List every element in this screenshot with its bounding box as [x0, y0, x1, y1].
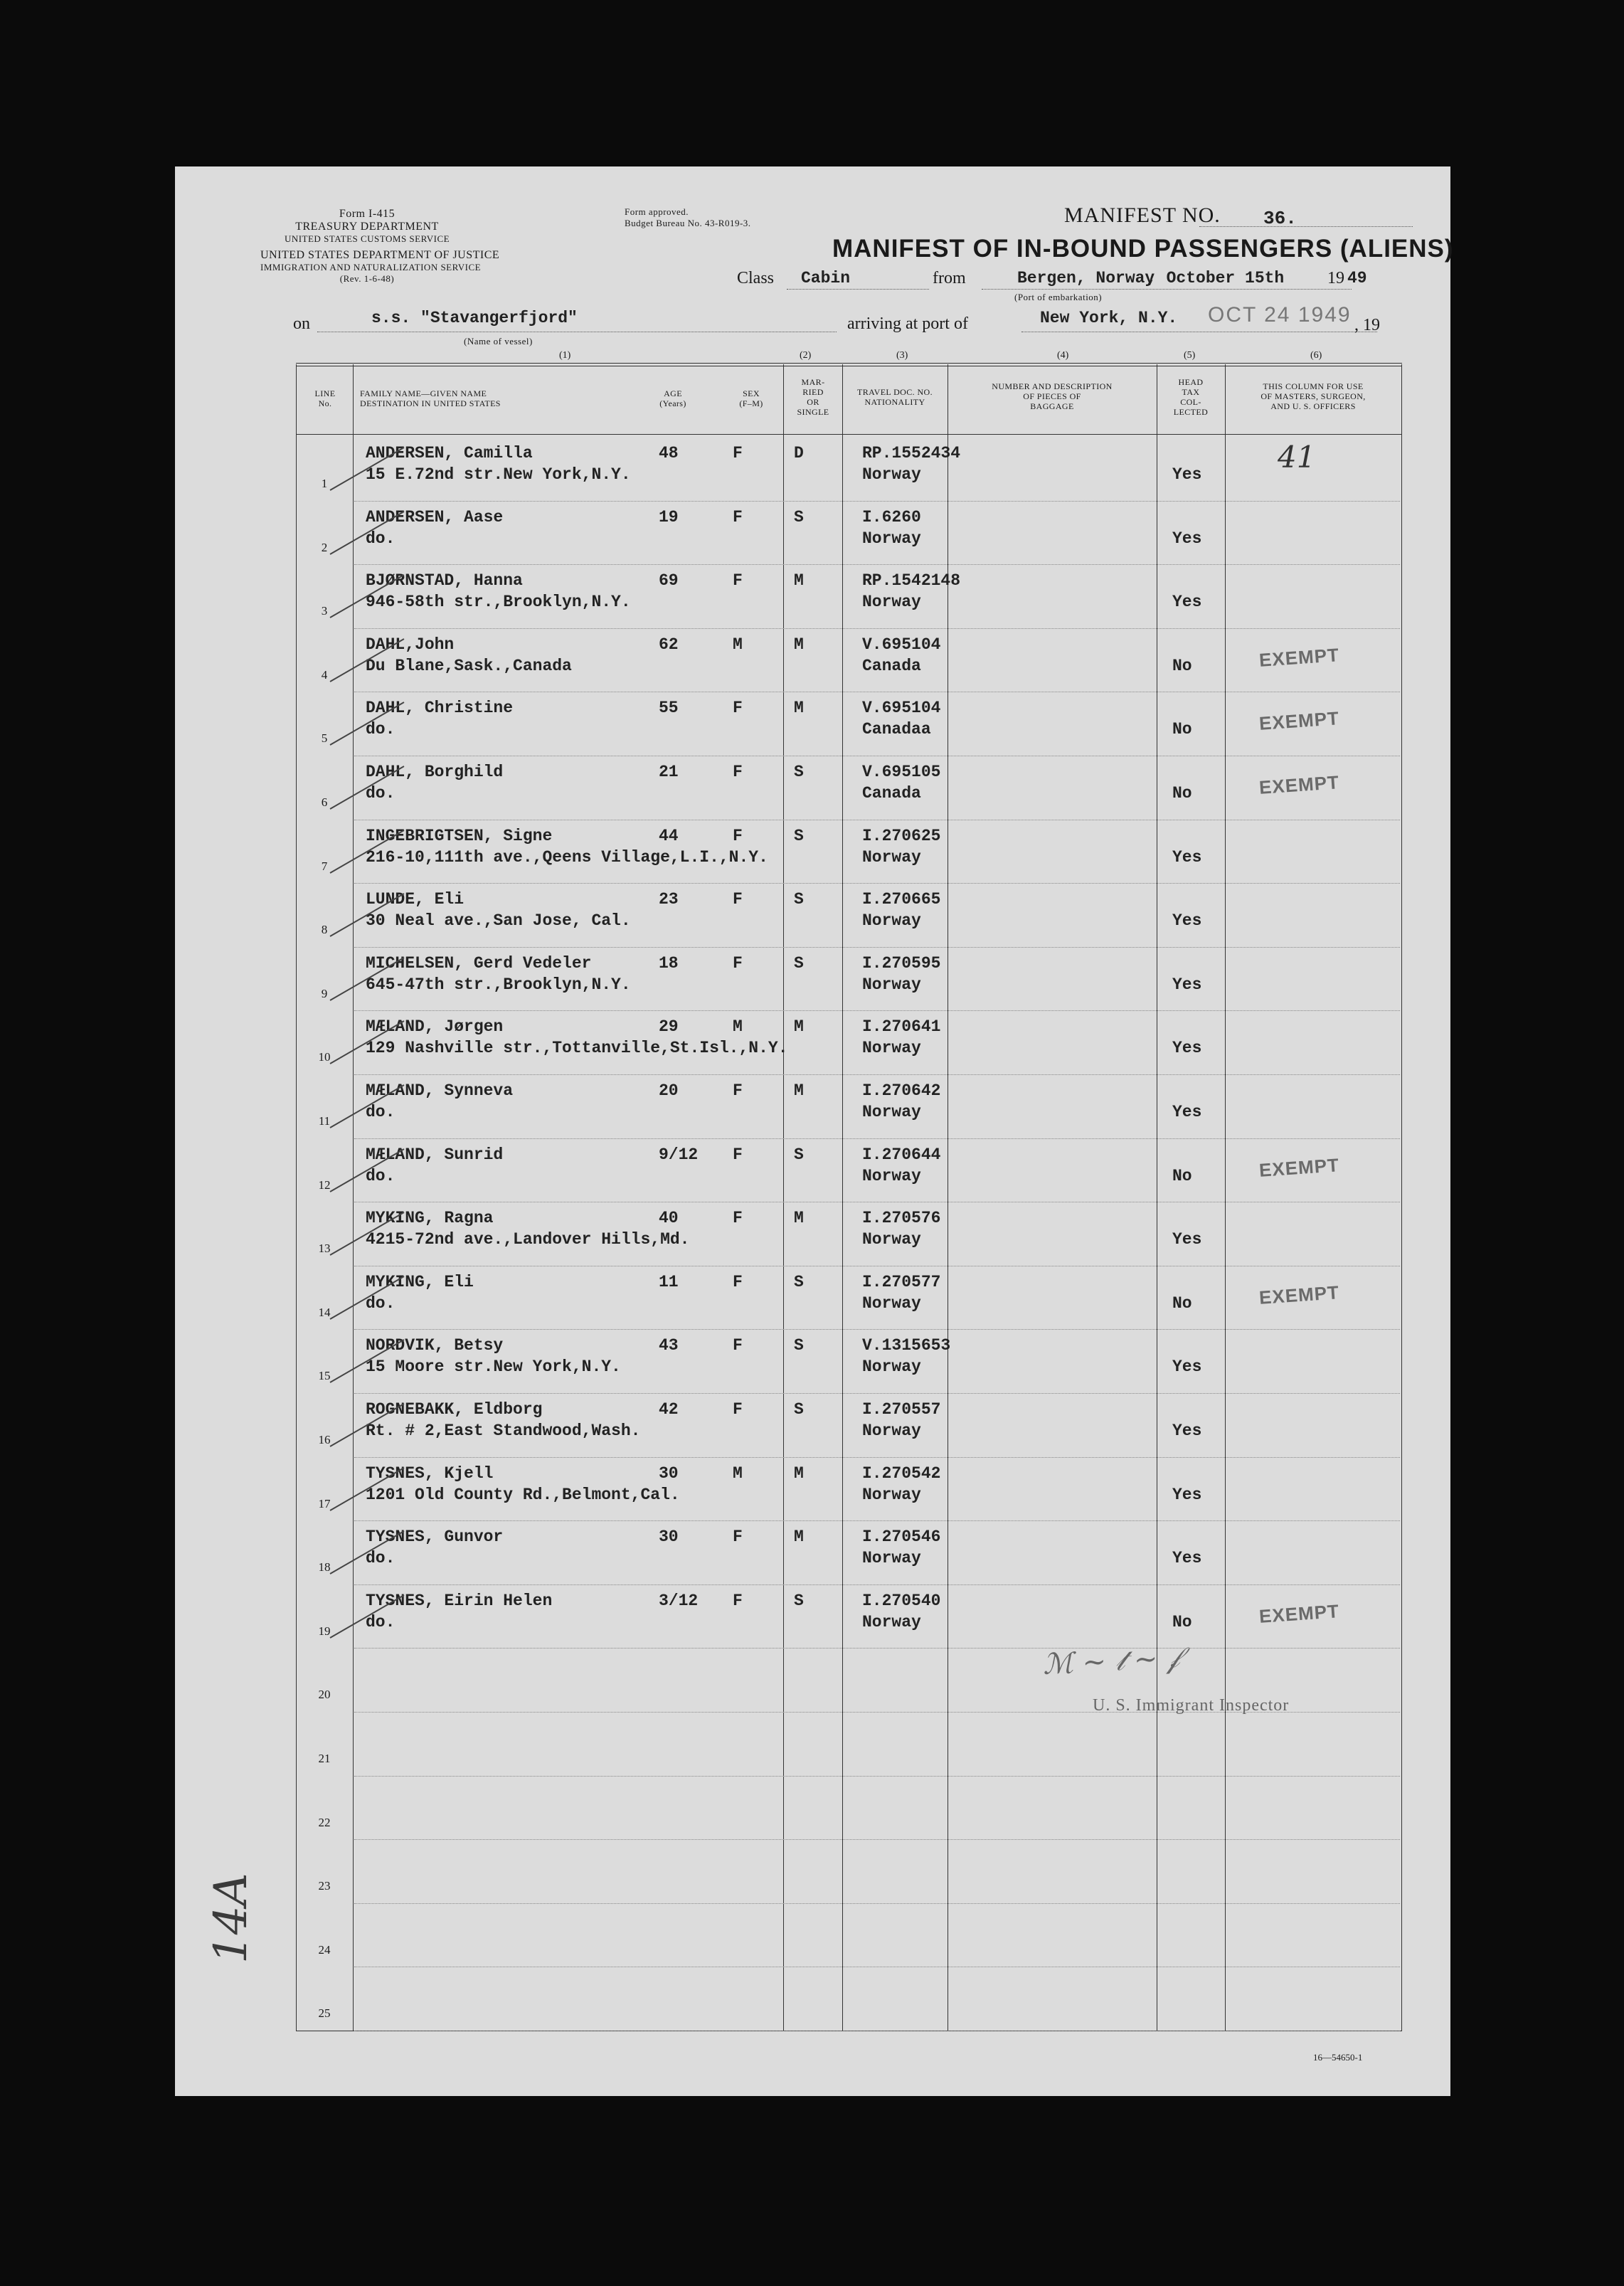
travel-doc-number: I.270577 — [862, 1272, 941, 1291]
row-line-number: 7 — [321, 859, 328, 873]
header-travel-doc: TRAVEL DOC. NO. NATIONALITY — [856, 387, 933, 407]
class-label: Class — [737, 269, 775, 287]
passenger-marital-status: M — [794, 635, 804, 654]
travel-doc-number: I.270557 — [862, 1400, 941, 1419]
vessel-note: (Name of vessel) — [464, 336, 533, 346]
inspector-title: U. S. Immigrant Inspector — [1093, 1696, 1290, 1715]
class-underline — [787, 289, 929, 290]
passenger-nationality: Canada — [862, 656, 921, 675]
head-tax-collected: No — [1172, 784, 1192, 803]
passenger-sex: F — [733, 507, 743, 526]
passenger-age: 23 — [659, 890, 679, 909]
passenger-age: 30 — [659, 1528, 679, 1547]
passenger-sex: F — [733, 890, 743, 909]
passenger-marital-status: S — [794, 763, 804, 781]
header-baggage: NUMBER AND DESCRIPTION OF PIECES OF BAGGAGE — [992, 381, 1113, 411]
passenger-destination: 15 Moore str.New York,N.Y. — [366, 1358, 621, 1377]
row-separator — [354, 501, 1400, 502]
passenger-name: MICHELSEN, Gerd Vedeler — [366, 953, 592, 973]
passenger-sex: F — [733, 953, 743, 973]
passenger-nationality: Canadaa — [862, 720, 931, 739]
form-revision: (Rev. 1-6-48) — [339, 273, 395, 284]
head-tax-collected: Yes — [1172, 911, 1202, 931]
from-underline — [982, 289, 1352, 290]
port-note: (Port of embarkation) — [1014, 292, 1103, 302]
passenger-name: DAHL, Borghild — [366, 763, 504, 781]
passenger-sex: M — [733, 1017, 743, 1037]
passenger-name: ROGNEBAKK, Eldborg — [366, 1400, 543, 1419]
passenger-name: DAHL,John — [366, 635, 455, 654]
table-left-rule — [296, 364, 297, 2031]
travel-doc-number: V.695104 — [862, 699, 941, 718]
travel-doc-number: I.270644 — [862, 1145, 941, 1164]
arrival-date-stamp: OCT 24 1949 — [1208, 303, 1352, 327]
passenger-age: 3/12 — [659, 1591, 699, 1610]
passenger-destination: 216-10,111th ave.,Qeens Village,L.I.,N.Y. — [366, 847, 768, 867]
row-separator — [354, 1520, 1400, 1521]
passenger-sex: F — [733, 1209, 743, 1228]
passenger-nationality: Norway — [862, 1422, 921, 1440]
row-separator — [354, 1074, 1400, 1075]
passenger-marital-status: D — [794, 444, 804, 462]
passenger-marital-status: S — [794, 826, 804, 845]
passenger-marital-status: S — [794, 953, 804, 973]
passenger-sex: F — [733, 699, 743, 718]
passenger-sex: F — [733, 763, 743, 781]
passenger-name: MYKING, Eli — [366, 1272, 474, 1291]
passenger-name: DAHL, Christine — [366, 699, 514, 718]
passenger-destination: do. — [366, 1612, 396, 1631]
passenger-age: 18 — [659, 953, 679, 973]
row-line-number: 22 — [318, 1815, 331, 1829]
passenger-nationality: Norway — [862, 1358, 921, 1377]
officer-note: EXEMPT — [1258, 771, 1340, 798]
passenger-age: 69 — [659, 571, 679, 591]
passenger-age: 19 — [659, 507, 679, 526]
passenger-destination: 1201 Old County Rd.,Belmont,Cal. — [366, 1485, 680, 1504]
passenger-destination: do. — [366, 1166, 396, 1185]
from-label: from — [933, 269, 966, 287]
officer-note: EXEMPT — [1258, 707, 1340, 735]
passenger-nationality: Norway — [862, 1549, 921, 1568]
officer-note: 41 — [1278, 440, 1316, 475]
row-line-number: 15 — [318, 1369, 331, 1383]
passenger-nationality: Norway — [862, 1230, 921, 1249]
passenger-age: 43 — [659, 1336, 679, 1355]
arrival-port: New York, N.Y. — [1040, 309, 1178, 327]
row-line-number: 13 — [318, 1242, 331, 1256]
head-tax-collected: Yes — [1172, 529, 1202, 548]
header-age: AGE (Years) — [659, 388, 686, 408]
passenger-marital-status: M — [794, 571, 804, 591]
head-tax-collected: Yes — [1172, 1422, 1202, 1440]
table-right-rule — [1401, 364, 1402, 2031]
passenger-destination: 946-58th str.,Brooklyn,N.Y. — [366, 593, 631, 612]
passenger-sex: F — [733, 1591, 743, 1610]
passenger-nationality: Canada — [862, 784, 921, 803]
passenger-marital-status: S — [794, 507, 804, 526]
from-value: Bergen, Norway — [1017, 269, 1155, 287]
treasury-dept: TREASURY DEPARTMENT — [295, 221, 439, 233]
passenger-sex: F — [733, 571, 743, 591]
head-tax-collected: Yes — [1172, 1485, 1202, 1504]
col-rule — [783, 364, 784, 2031]
row-line-number: 16 — [318, 1433, 331, 1446]
passenger-marital-status: M — [794, 1464, 804, 1483]
row-line-number: 17 — [318, 1496, 331, 1510]
class-value: Cabin — [801, 269, 851, 287]
passenger-marital-status: M — [794, 1017, 804, 1037]
passenger-destination: Rt. # 2,East Standwood,Wash. — [366, 1422, 641, 1440]
passenger-nationality: Norway — [862, 975, 921, 994]
row-line-number: 9 — [321, 986, 328, 1000]
passenger-age: 20 — [659, 1081, 679, 1100]
passenger-destination: do. — [366, 784, 396, 803]
customs-service: UNITED STATES CUSTOMS SERVICE — [284, 233, 450, 244]
embark-date: , October 15th — [1147, 269, 1285, 287]
head-tax-collected: No — [1172, 1612, 1192, 1631]
row-line-number: 10 — [318, 1050, 331, 1064]
row-line-number: 18 — [318, 1560, 331, 1575]
travel-doc-number: RP.1542148 — [862, 571, 961, 591]
row-separator — [354, 1393, 1400, 1394]
row-separator — [354, 947, 1400, 948]
form-approved: Form approved. — [625, 206, 689, 217]
passenger-nationality: Norway — [862, 1485, 921, 1504]
passenger-nationality: Norway — [862, 1612, 921, 1631]
margin-handwritten-mark: 14A — [205, 1873, 258, 1964]
col-num-2: (2) — [800, 350, 812, 361]
passenger-sex: F — [733, 826, 743, 845]
passenger-sex: F — [733, 1272, 743, 1291]
passenger-sex: M — [733, 1464, 743, 1483]
row-line-number: 19 — [318, 1624, 331, 1638]
passenger-destination: do. — [366, 1293, 396, 1313]
head-tax-collected: Yes — [1172, 1358, 1202, 1377]
passenger-marital-status: M — [794, 1528, 804, 1547]
on-label: on — [293, 314, 310, 333]
travel-doc-number: I.6260 — [862, 507, 921, 526]
justice-dept: UNITED STATES DEPARTMENT OF JUSTICE — [260, 249, 500, 261]
passenger-destination: 30 Neal ave.,San Jose, Cal. — [366, 911, 631, 931]
travel-doc-number: I.270641 — [862, 1017, 941, 1037]
travel-doc-number: V.695105 — [862, 763, 941, 781]
passenger-name: ANDERSEN, Aase — [366, 507, 504, 526]
travel-doc-number: I.270546 — [862, 1528, 941, 1547]
col-num-5: (5) — [1184, 350, 1196, 361]
passenger-destination: Du Blane,Sask.,Canada — [366, 656, 572, 675]
row-line-number: 6 — [321, 795, 328, 809]
passenger-nationality: Norway — [862, 1039, 921, 1058]
passenger-name: ANDERSEN, Camilla — [366, 444, 533, 462]
passenger-marital-status: S — [794, 1400, 804, 1419]
passenger-name: MÆLAND, Sunrid — [366, 1145, 504, 1164]
header-officers: THIS COLUMN FOR USE OF MASTERS, SURGEON, AND U. S. OFFICERS — [1261, 381, 1366, 411]
officer-note: EXEMPT — [1258, 1153, 1340, 1181]
header-married: MAR- RIED OR SINGLE — [797, 377, 829, 417]
table-top-rule — [296, 363, 1402, 364]
row-line-number: 12 — [318, 1178, 331, 1192]
passenger-age: 44 — [659, 826, 679, 845]
row-line-number: 8 — [321, 923, 328, 937]
passenger-sex: F — [733, 1336, 743, 1355]
footer-code: 16—54650-1 — [1313, 2052, 1363, 2063]
passenger-nationality: Norway — [862, 1293, 921, 1313]
head-tax-collected: No — [1172, 1166, 1192, 1185]
ins-service: IMMIGRATION AND NATURALIZATION SERVICE — [260, 262, 482, 272]
passenger-marital-status: S — [794, 1336, 804, 1355]
row-line-number: 3 — [321, 604, 328, 618]
head-tax-collected: Yes — [1172, 593, 1202, 612]
row-separator — [354, 564, 1400, 565]
vessel-name: s.s. "Stavangerfjord" — [371, 309, 578, 327]
row-separator — [354, 1648, 1400, 1649]
col-num-4: (4) — [1057, 350, 1069, 361]
row-separator — [354, 883, 1400, 884]
passenger-destination: do. — [366, 529, 396, 548]
head-tax-collected: No — [1172, 656, 1192, 675]
budget-bureau: Budget Bureau No. 43-R019-3. — [625, 218, 751, 228]
head-tax-collected: Yes — [1172, 1549, 1202, 1568]
passenger-age: 55 — [659, 699, 679, 718]
row-line-number: 5 — [321, 731, 328, 746]
officer-note: EXEMPT — [1258, 1281, 1340, 1308]
passenger-age: 42 — [659, 1400, 679, 1419]
passenger-nationality: Norway — [862, 1166, 921, 1185]
passenger-marital-status: S — [794, 1145, 804, 1164]
passenger-nationality: Norway — [862, 847, 921, 867]
row-separator — [354, 1010, 1400, 1011]
inspector-signature: ℳ ~ 𝓉 ~ 𝒻 — [1041, 1641, 1181, 1681]
row-separator — [354, 1776, 1400, 1777]
col-num-3: (3) — [896, 350, 908, 361]
row-separator — [354, 1457, 1400, 1458]
passenger-name: TYSNES, Kjell — [366, 1464, 494, 1483]
row-separator — [354, 1839, 1400, 1840]
passenger-marital-status: M — [794, 1081, 804, 1100]
officer-note: EXEMPT — [1258, 1599, 1340, 1627]
passenger-name: INGEBRIGTSEN, Signe — [366, 826, 553, 845]
manifest-title: MANIFEST OF IN-BOUND PASSENGERS (ALIENS) — [832, 235, 1454, 263]
head-tax-collected: Yes — [1172, 975, 1202, 994]
col-rule — [353, 364, 354, 2031]
passenger-age: 30 — [659, 1464, 679, 1483]
passenger-nationality: Norway — [862, 593, 921, 612]
row-separator — [354, 1138, 1400, 1139]
col-rule — [1225, 364, 1226, 2031]
col-num-6: (6) — [1310, 350, 1322, 361]
passenger-destination: do. — [366, 1549, 396, 1568]
passenger-name: NORDVIK, Betsy — [366, 1336, 504, 1355]
passenger-nationality: Norway — [862, 1103, 921, 1121]
year-prefix: 19 — [1327, 269, 1344, 287]
row-separator — [354, 628, 1400, 629]
header-head-tax: HEAD TAX COL- LECTED — [1173, 377, 1209, 417]
passenger-marital-status: S — [794, 1272, 804, 1291]
passenger-sex: F — [733, 1145, 743, 1164]
year-value: 49 — [1347, 269, 1367, 287]
head-tax-collected: Yes — [1172, 847, 1202, 867]
travel-doc-number: I.270642 — [862, 1081, 941, 1100]
row-separator — [354, 1584, 1400, 1585]
passenger-nationality: Norway — [862, 911, 921, 931]
passenger-age: 21 — [659, 763, 679, 781]
head-tax-collected: Yes — [1172, 1039, 1202, 1058]
travel-doc-number: I.270542 — [862, 1464, 941, 1483]
passenger-name: TYSNES, Gunvor — [366, 1528, 504, 1547]
row-line-number: 4 — [321, 667, 328, 682]
row-line-number: 20 — [318, 1688, 331, 1702]
manifest-label: MANIFEST NO. — [1064, 203, 1221, 227]
travel-doc-number: I.270625 — [862, 826, 941, 845]
row-separator — [354, 1903, 1400, 1904]
row-line-number: 25 — [318, 2006, 331, 2021]
head-tax-collected: Yes — [1172, 465, 1202, 484]
head-tax-collected: No — [1172, 720, 1192, 739]
row-line-number: 24 — [318, 1942, 331, 1957]
passenger-sex: M — [733, 635, 743, 654]
passenger-name: MÆLAND, Synneva — [366, 1081, 514, 1100]
passenger-age: 40 — [659, 1209, 679, 1228]
header-sex: SEX (F–M) — [739, 388, 763, 408]
travel-doc-number: I.270576 — [862, 1209, 941, 1228]
travel-doc-number: V.695104 — [862, 635, 941, 654]
passenger-marital-status: M — [794, 699, 804, 718]
arriving-label: arriving at port of — [847, 314, 968, 333]
passenger-marital-status: S — [794, 890, 804, 909]
passenger-name: TYSNES, Eirin Helen — [366, 1591, 553, 1610]
travel-doc-number: V.1315653 — [862, 1336, 951, 1355]
travel-doc-number: I.270540 — [862, 1591, 941, 1610]
passenger-sex: F — [733, 1081, 743, 1100]
row-line-number: 21 — [318, 1752, 331, 1765]
manifest-page — [175, 166, 1454, 2096]
passenger-sex: F — [733, 1528, 743, 1547]
row-line-number: 23 — [318, 1879, 331, 1893]
passenger-name: LUNDE, Eli — [366, 890, 465, 909]
passenger-name: BJØRNSTAD, Hanna — [366, 571, 523, 591]
travel-doc-number: I.270595 — [862, 953, 941, 973]
passenger-destination: 15 E.72nd str.New York,N.Y. — [366, 465, 631, 484]
passenger-destination: 129 Nashville str.,Tottanville,St.Isl.,N.Y. — [366, 1039, 788, 1058]
row-line-number: 14 — [318, 1305, 331, 1319]
passenger-nationality: Norway — [862, 529, 921, 548]
arrival-year: , 19 — [1354, 316, 1380, 334]
header-name: FAMILY NAME—GIVEN NAME DESTINATION IN UNITED STATES — [360, 388, 501, 408]
head-tax-collected: Yes — [1172, 1230, 1202, 1249]
passenger-age: 9/12 — [659, 1145, 699, 1164]
officer-note: EXEMPT — [1258, 643, 1340, 671]
travel-doc-number: RP.1552434 — [862, 444, 961, 462]
head-tax-collected: No — [1172, 1293, 1192, 1313]
passenger-destination: do. — [366, 1103, 396, 1121]
passenger-name: MÆLAND, Jørgen — [366, 1017, 504, 1037]
row-line-number: 11 — [318, 1114, 331, 1128]
header-line-no: LINE No. — [314, 388, 336, 408]
travel-doc-number: I.270665 — [862, 890, 941, 909]
passenger-sex: F — [733, 444, 743, 462]
passenger-nationality: Norway — [862, 465, 921, 484]
passenger-age: 29 — [659, 1017, 679, 1037]
passenger-marital-status: S — [794, 1591, 804, 1610]
passenger-name: MYKING, Ragna — [366, 1209, 494, 1228]
manifest-underline — [1199, 226, 1413, 227]
passenger-age: 48 — [659, 444, 679, 462]
passenger-age: 11 — [659, 1272, 679, 1291]
passenger-age: 62 — [659, 635, 679, 654]
passenger-marital-status: M — [794, 1209, 804, 1228]
row-separator — [354, 1329, 1400, 1330]
passenger-destination: do. — [366, 720, 396, 739]
form-number: Form I-415 — [339, 208, 396, 220]
passenger-destination: 645-47th str.,Brooklyn,N.Y. — [366, 975, 631, 994]
row-line-number: 2 — [321, 540, 328, 554]
col-rule — [842, 364, 843, 2031]
manifest-number: 36. — [1263, 208, 1297, 229]
passenger-sex: F — [733, 1400, 743, 1419]
header-bottom-rule — [296, 434, 1402, 435]
row-line-number: 1 — [321, 477, 328, 490]
passenger-destination: 4215-72nd ave.,Landover Hills,Md. — [366, 1230, 690, 1249]
col-num-1: (1) — [559, 350, 571, 361]
head-tax-collected: Yes — [1172, 1103, 1202, 1121]
